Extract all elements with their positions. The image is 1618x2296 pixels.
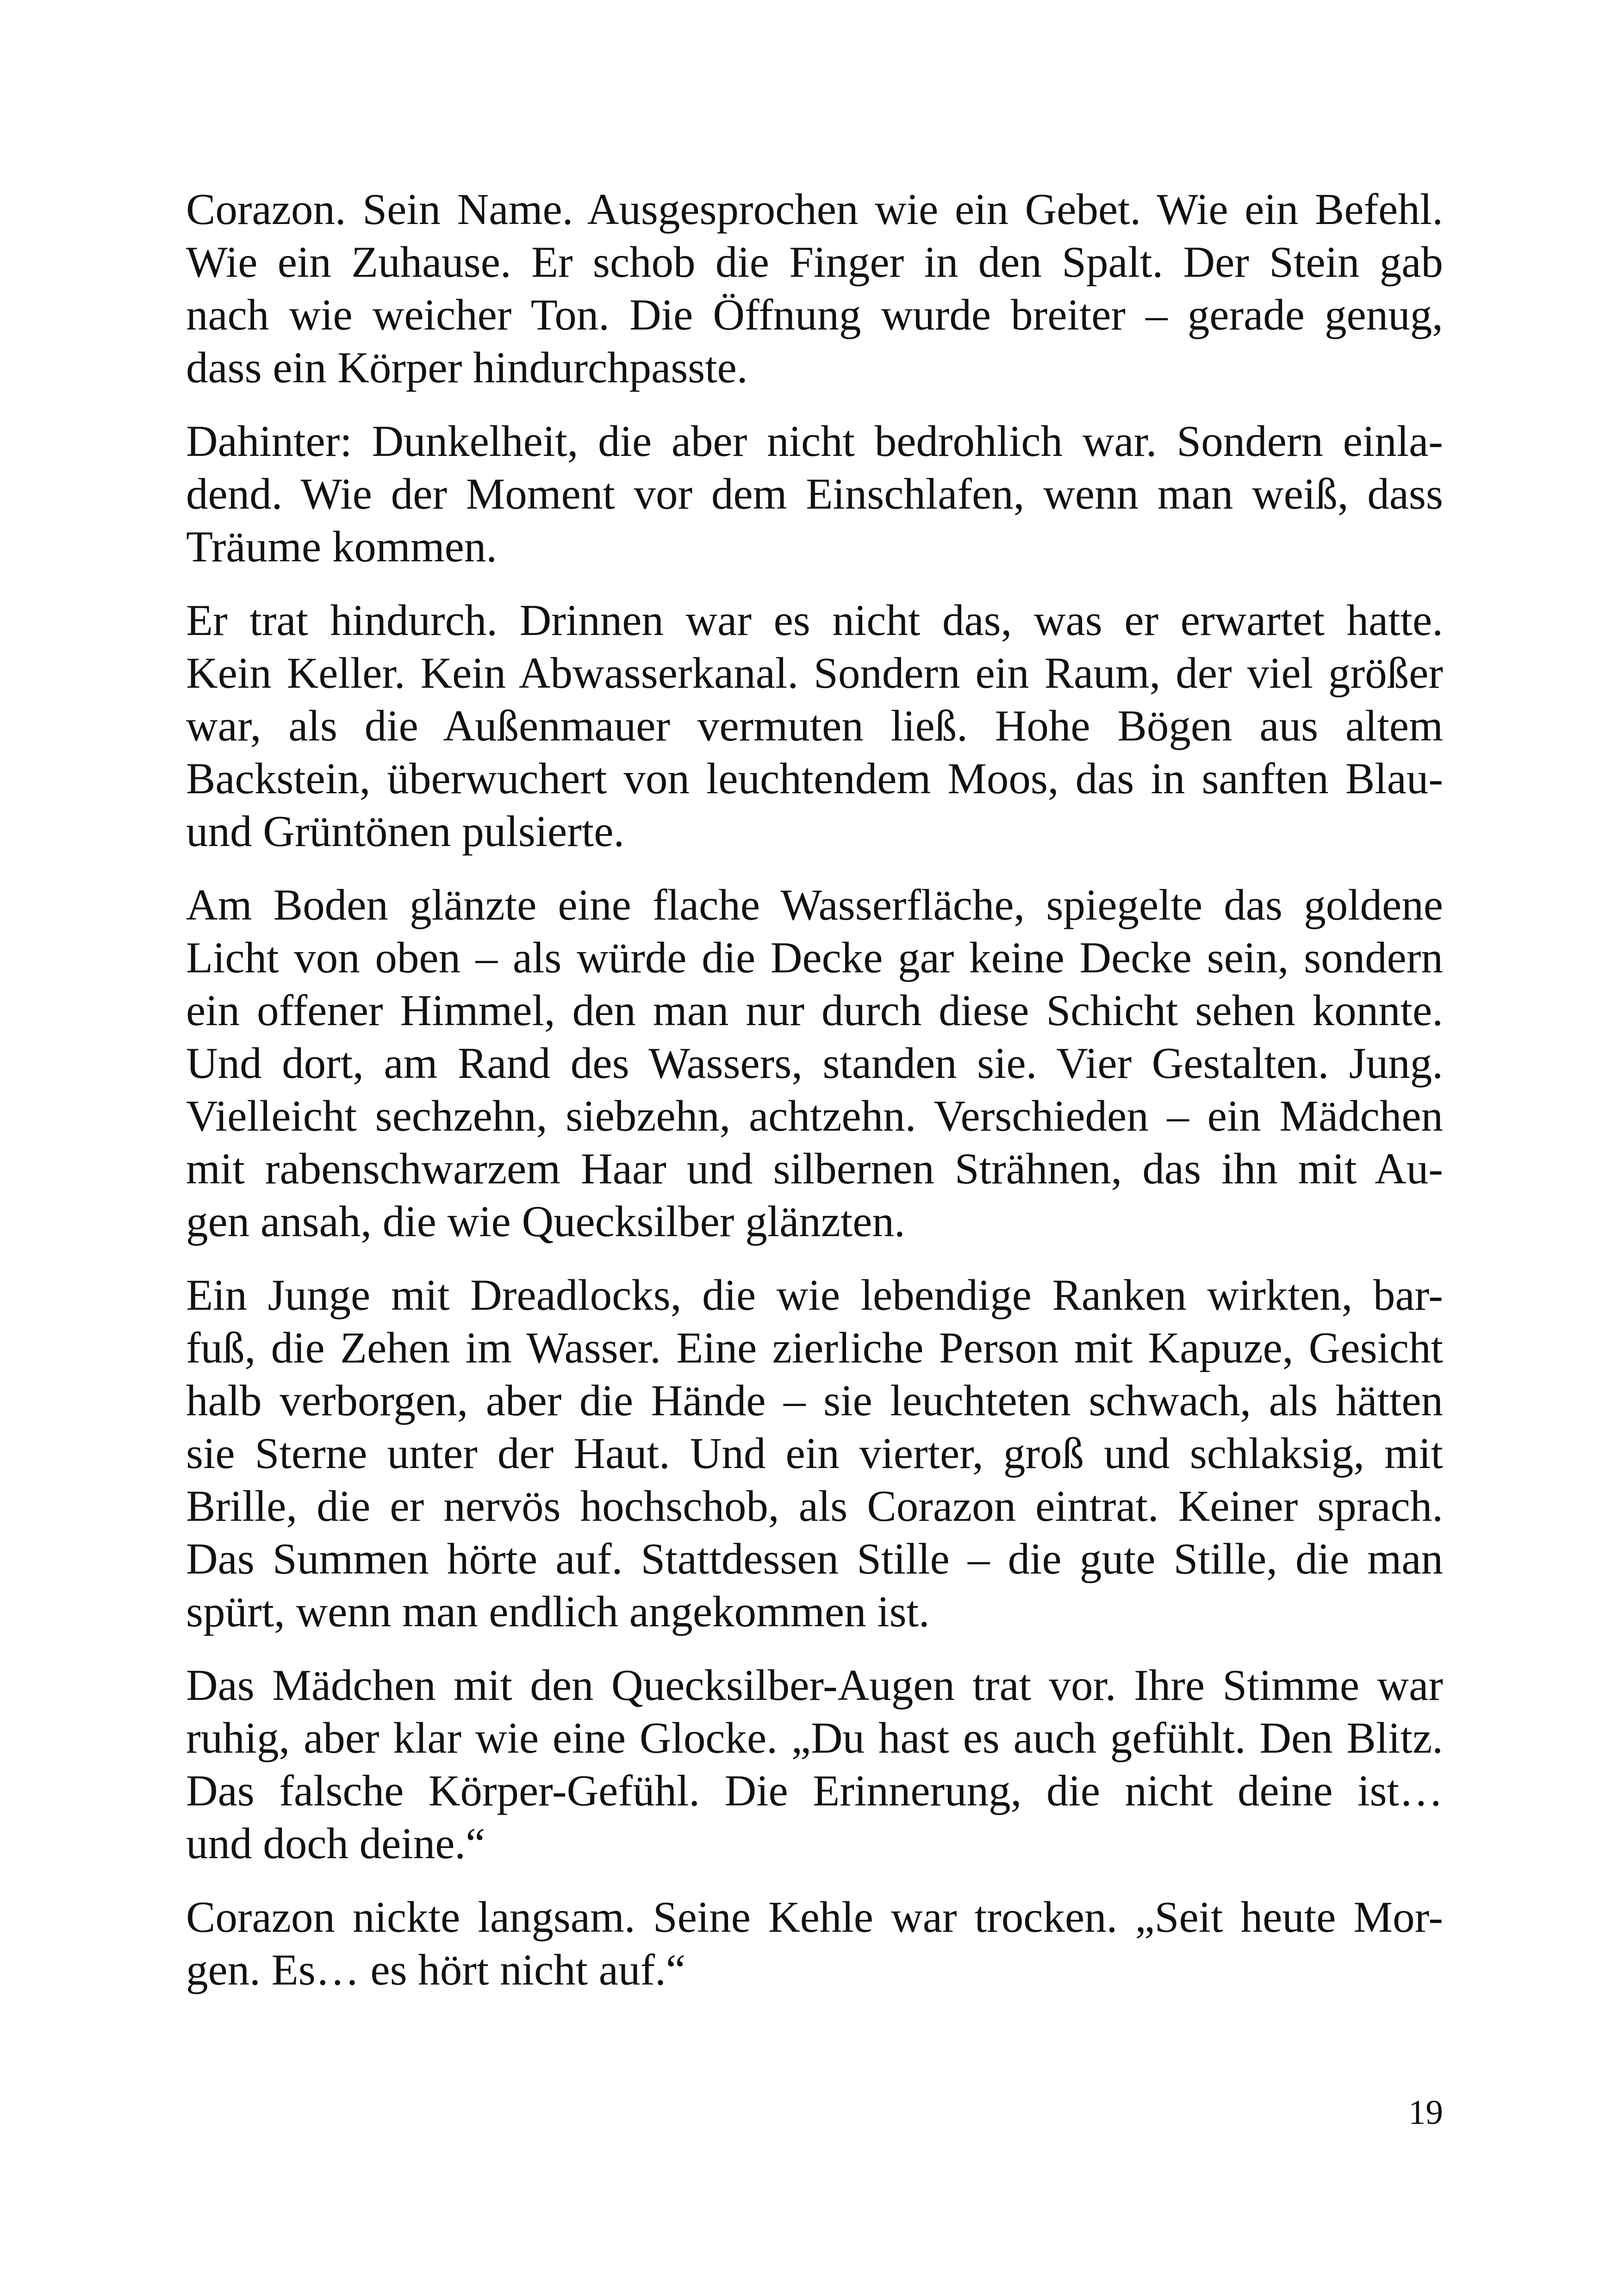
text-line: Licht von oben – als würde die Decke gar keine Decke sein, sondern — [186, 933, 1443, 982]
text-line: gen. Es… es hört nicht auf.“ — [186, 1945, 686, 1994]
text-line: mit rabenschwarzem Haar und silbernen Strähnen, das ihn mit Au- — [186, 1144, 1443, 1193]
text-line: und Grüntönen pulsierte. — [186, 807, 625, 856]
text-line: ruhig, aber klar wie eine Glocke. „Du hast es auch gefühlt. Den Blitz. — [186, 1713, 1443, 1762]
text-line: Ein Junge mit Dreadlocks, die wie lebendige Ranken wirkten, bar- — [186, 1270, 1443, 1319]
paragraph — [186, 594, 1443, 858]
text-line: nach wie weicher Ton. Die Öffnung wurde breiter – gerade genug, — [186, 290, 1443, 339]
text-line: Backstein, überwuchert von leuchtendem Moos, das in sanften Blau- — [186, 754, 1443, 803]
paragraph — [186, 1891, 1443, 1996]
text-line: und doch deine.“ — [186, 1819, 485, 1868]
text-line: Corazon. Sein Name. Ausgesprochen wie ein Gebet. Wie ein Befehl. — [186, 185, 1443, 234]
text-line: Das Mädchen mit den Quecksilber-Augen trat vor. Ihre Stimme war — [186, 1661, 1443, 1710]
text-line: dass ein Körper hindurchpasste. — [186, 343, 748, 392]
paragraph — [186, 415, 1443, 573]
paragraph — [186, 1269, 1443, 1638]
text-line: halb verborgen, aber die Hände – sie leuchteten schwach, als hätten — [186, 1376, 1443, 1425]
text-line: war, als die Außenmauer vermuten ließ. Hohe Bögen aus altem — [186, 701, 1443, 750]
text-line: Dahinter: Dunkelheit, die aber nicht bedrohlich war. Sondern einla- — [186, 417, 1443, 466]
text-line: fuß, die Zehen im Wasser. Eine zierliche Person mit Kapuze, Gesicht — [186, 1323, 1443, 1372]
text-line: Träume kommen. — [186, 522, 498, 571]
text-line: gen ansah, die wie Quecksilber glänzten. — [186, 1197, 905, 1246]
paragraph — [186, 183, 1443, 394]
text-line: Kein Keller. Kein Abwasserkanal. Sondern ein Raum, der viel größer — [186, 648, 1443, 697]
text-line: ein offener Himmel, den man nur durch diese Schicht sehen konnte. — [186, 986, 1443, 1035]
text-line: Brille, die er nervös hochschob, als Corazon eintrat. Keiner sprach. — [186, 1481, 1443, 1531]
body-text — [186, 183, 1443, 2017]
paragraph — [186, 1659, 1443, 1870]
text-line: spürt, wenn man endlich angekommen ist. — [186, 1587, 930, 1636]
text-line: Und dort, am Rand des Wassers, standen sie. Vier Gestalten. Jung. — [186, 1039, 1443, 1088]
text-line: dend. Wie der Moment vor dem Einschlafen, wenn man weiß, dass — [186, 469, 1443, 518]
text-line: Am Boden glänzte eine flache Wasserfläche, spiegelte das goldene — [186, 880, 1443, 929]
text-line: Das falsche Körper-Gefühl. Die Erinnerung, die nicht deine ist… — [186, 1766, 1443, 1815]
paragraph — [186, 878, 1443, 1248]
text-line: Corazon nickte langsam. Seine Kehle war trocken. „Seit heute Mor- — [186, 1892, 1443, 1941]
page-number: 19 — [1408, 2093, 1443, 2132]
text-line: Wie ein Zuhause. Er schob die Finger in den Spalt. Der Stein gab — [186, 237, 1443, 286]
text-line: Das Summen hörte auf. Stattdessen Stille – die gute Stille, die man — [186, 1534, 1443, 1583]
text-line: Er trat hindurch. Drinnen war es nicht das, was er erwartet hatte. — [186, 596, 1443, 645]
text-line: sie Sterne unter der Haut. Und ein vierter, groß und schlaksig, mit — [186, 1429, 1443, 1478]
text-line: Vielleicht sechzehn, siebzehn, achtzehn. Verschieden – ein Mädchen — [186, 1091, 1443, 1140]
